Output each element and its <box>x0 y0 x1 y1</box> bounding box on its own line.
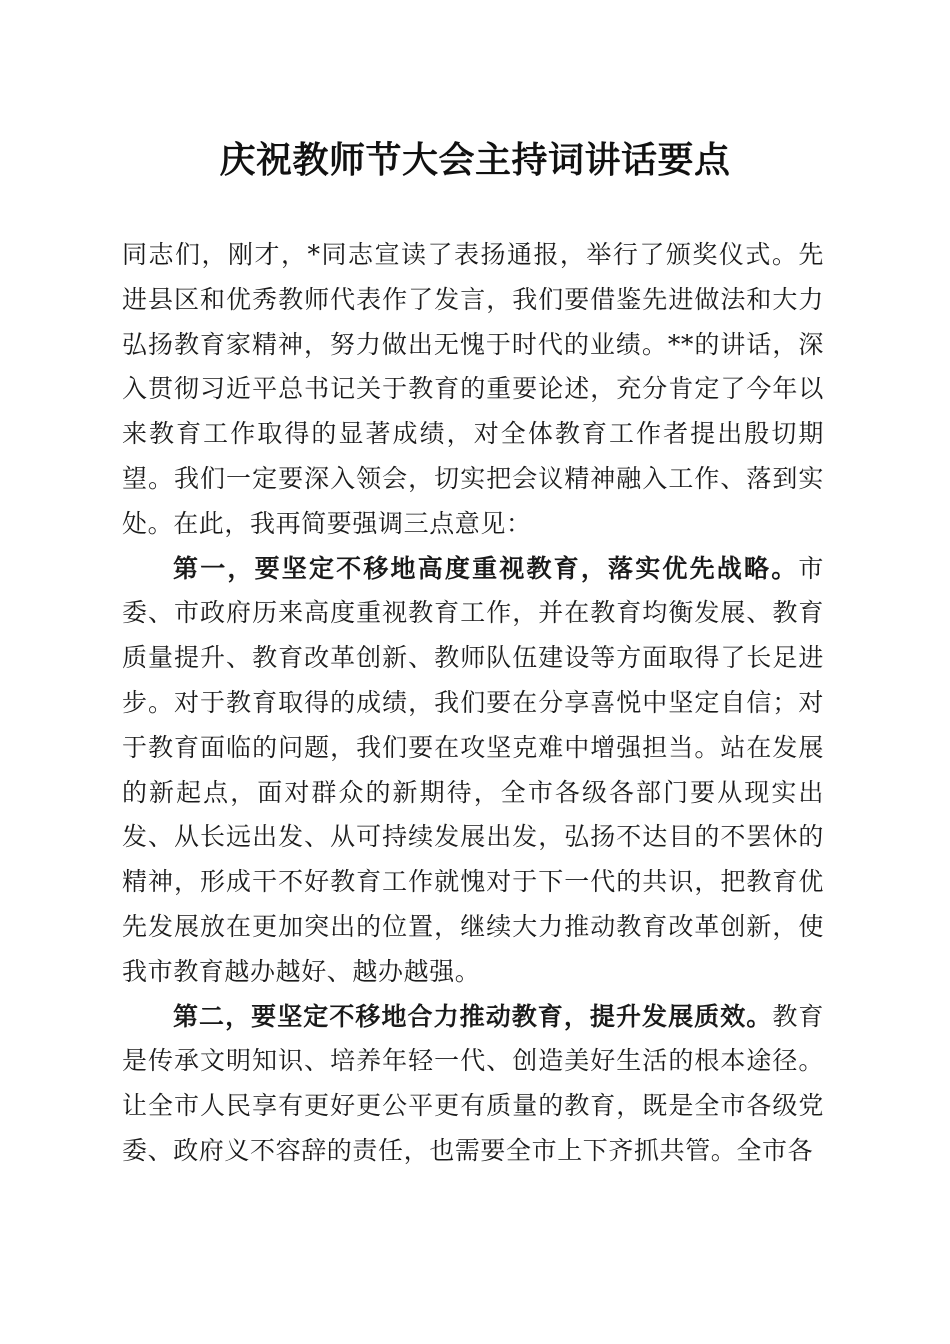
paragraph-point-one-heading: 第一，要坚定不移地高度重视教育，落实优先战略。 <box>173 553 799 583</box>
document-title: 庆祝教师节大会主持词讲话要点 <box>219 139 731 181</box>
paragraph-point-one-text: 市委、市政府历来高度重视教育工作，并在教育均衡发展、教育质量提升、教育改革创新、教师队伍建设等方面取得了长足进步。对于教育取得的成绩，我们要在分享喜悦中坚定自信；对于教育面临的问题，我们要在攻坚克难中增强担当。站在发展的新起点，面对群众的新期待，全市各级各部门要从现实出发、从长远出发、从可持续发展出发，弘扬不达目的不罢休的精神，形成干不好教育工作就愧对于下一代的共识，把教育优先发展放在更加突出的位置，继续大力推动教育改革创新，使我市教育越办越好、越办越强。 <box>122 553 824 986</box>
paragraph-point-two <box>122 995 824 1174</box>
paragraph-point-two-heading: 第二，要坚定不移地合力推动教育，提升发展质效。 <box>173 1001 773 1031</box>
paragraph-point-two-text: 教育是传承文明知识、培养年轻一代、创造美好生活的根本途径。让全市人民享有更好更公平更有质量的教育，既是全市各级党委、政府义不容辞的责任，也需要全市上下齐抓共管。全市各 <box>122 1001 825 1165</box>
document-body <box>122 233 824 1174</box>
paragraph-intro-text: 同志们，刚才，*同志宣读了表扬通报，举行了颁奖仪式。先进县区和优秀教师代表作了发言，我们要借鉴先进做法和大力弘扬教育家精神，努力做出无愧于时代的业绩。**的讲话，深入贯彻习近平总书记关于教育的重要论述，充分肯定了今年以来教育工作取得的显著成绩，对全体教育工作者提出殷切期望。我们一定要深入领会，切实把会议精神融入工作、落到实处。在此，我再简要强调三点意见： <box>122 240 824 538</box>
paragraph-intro <box>122 233 824 547</box>
paragraph-point-one <box>122 547 824 995</box>
